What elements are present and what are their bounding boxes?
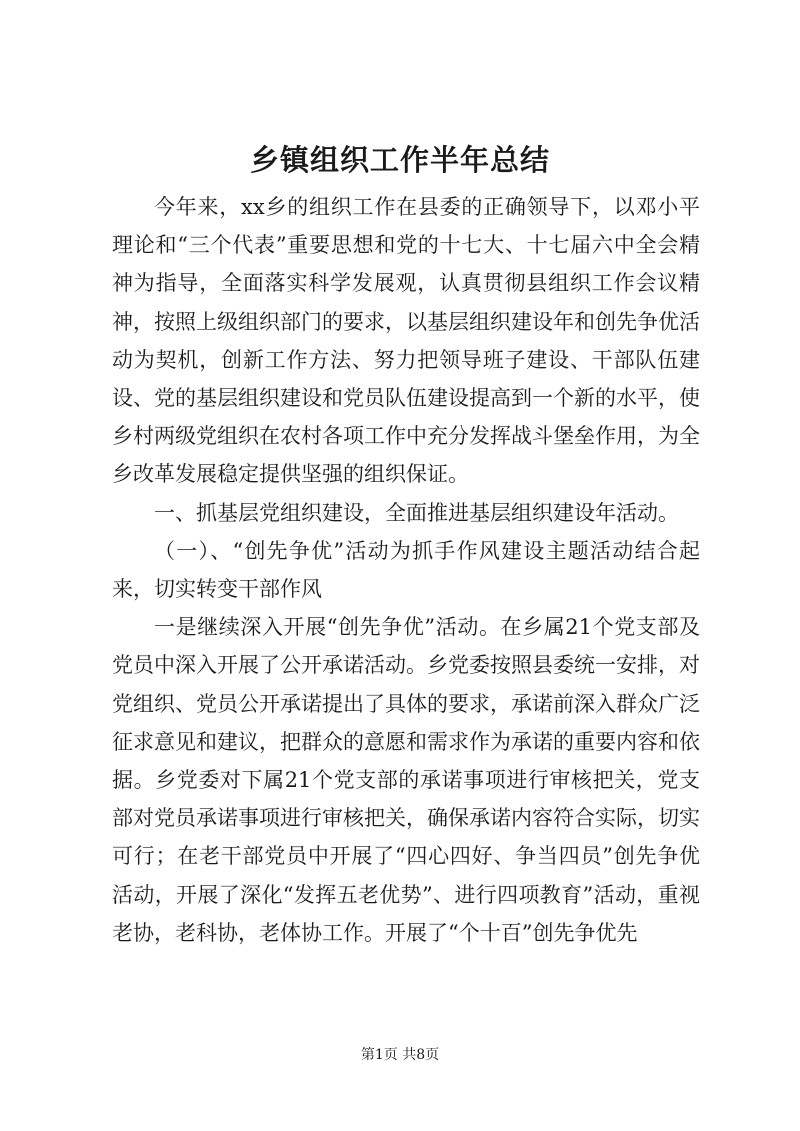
document-body: [112, 188, 700, 952]
document-title: 乡镇组织工作半年总结: [249, 143, 550, 177]
paragraph-intro: 今年来，xx乡的组织工作在县委的正确领导下，以邓小平理论和“三个代表”重要思想和党的十七大、十七届六中全会精神为指导，全面落实科学发展观，认真贯彻县组织工作会议精神，按照上级组织部门的要求，以基层组织建设年和创先争优活动为契机，创新工作方法、努力把领导班子建设、干部队伍建设、党的基层组织建设和党员队伍建设提高到一个新的水平，使乡村两级党组织在农村各项工作中充分发挥战斗堡垒作用，为全乡改革发展稳定提供坚强的组织保证。: [112, 195, 700, 487]
page-footer: 第1页 共8页: [360, 1047, 440, 1063]
subsection-heading-1: （一）、“创先争优”活动为抓手作风建设主题活动结合起来，切实转变干部作风: [112, 538, 700, 602]
paragraph-creating-excellence: 一是继续深入开展“创先争优”活动。在乡属21个党支部及党员中深入开展了公开承诺活动。乡党委按照县委统一安排，对党组织、党员公开承诺提出了具体的要求，承诺前深入群众广泛征求意见和建议，把群众的意愿和需求作为承诺的重要内容和依据。乡党委对下属21个党支部的承诺事项进行审核把关，党支部对党员承诺事项进行审核把关，确保承诺内容符合实际，切实可行；在老干部党员中开展了“四心四好、争当四员”创先争优活动，开展了深化“发挥五老优势”、进行四项教育”活动，重视老协，老科协，老体协工作。开展了“个十百”创先争优先: [112, 615, 700, 945]
section-heading-1: 一、抓基层党组织建设，全面推进基层组织建设年活动。: [154, 500, 679, 525]
